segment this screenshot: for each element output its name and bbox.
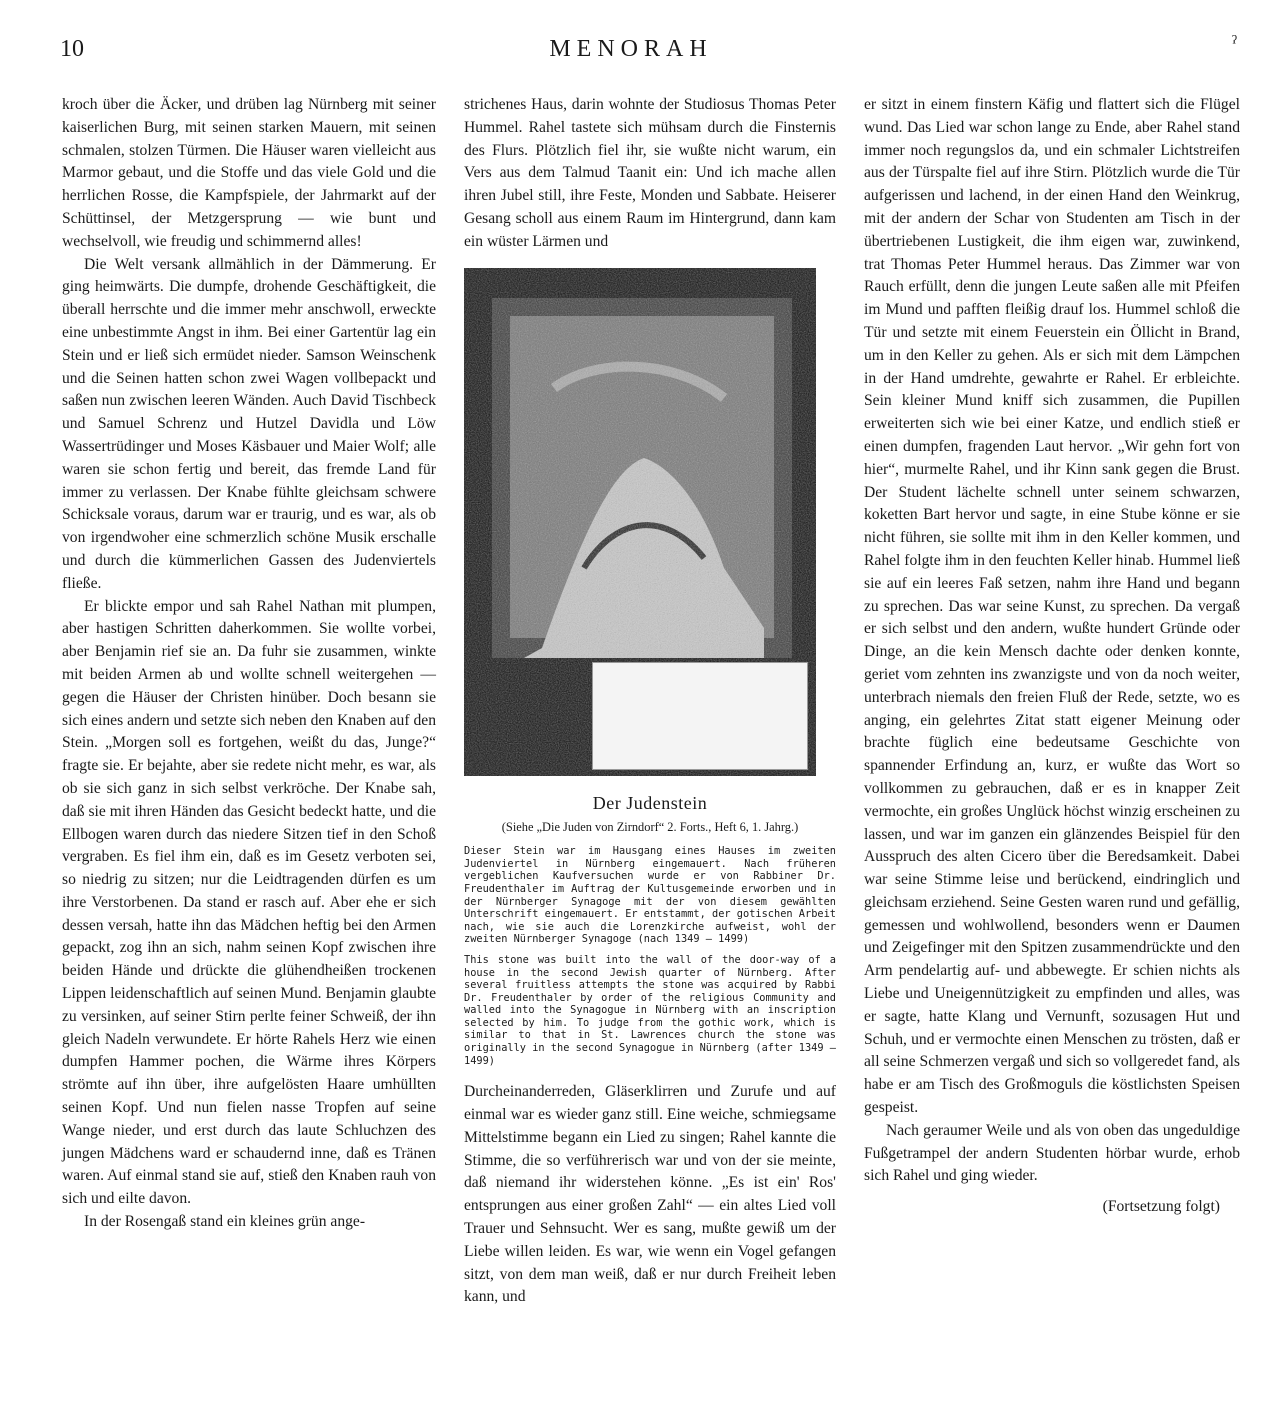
paragraph: er sitzt in einem finstern Käfig und flattert sich die Flügel wund. Das Lied war schon lange zu Ende, aber Rahel stand immer noch regungslos da, und ein schmaler Lichtstreifen aus der Türspalte fiel auf ihre Stirn. Plötzlich wurde die Tür aufgerissen und lachend, in der einen Hand den Weinkrug, mit der andern der Schar von Studenten am Tisch in der übertriebenen Lustigkeit, die ihm eigen war, zuwinkend, trat Thomas Peter Hummel heraus. Das Zimmer war von Rauch erfüllt, denn die jungen Leute saßen alle mit Pfeifen im Mund und pafften fleißig drauf los. Hummel schloß die Tür und setzte mit einem Feuerstein ein Öllicht in Brand, um in den Keller zu gehen. Als er sich mit dem Lämpchen in der Hand umdrehte, gewahrte er Rahel. Er erbleichte. Sein kleiner Mund kniff sich zusammen, die Pupillen erweiterten sich wie bei einer Katze, und endlich stieß er einen dumpfen, fragenden Laut hervor. „Wir gehn fort von hier“, murmelte Rahel, und ihr Kinn sank gegen die Brust. Der Student lächelte schnell unter seinem schwarzen, koketten Bart hervor und sagte, in eine Stube könne er sie nicht führen, sie sollte mit ihm in den Keller kommen, und Rahel folgte ihm in den feuchten Keller hinab. Hummel ließ sie auf ein leeres Faß setzen, nahm ihre Hand und begann zu sprechen. Das war seine Kunst, zu sprechen. Da vergaß er sich selbst und den andern, wußte hundert Gründe oder Dinge, an die kein Mensch dachte oder denken konnte, geriet vom zehnten ins zwanzigste und von da noch weiter, unterbrach niemals den freien Fluß der Rede, setzte, wo es anging, ein gelehrtes Zitat statt eigener Meinung oder brachte füglich eine bedeutsame Geschichte von spannender Erfindung an, kurz, er wußte das Wort so vollkommen zu gebrauchen, daß er es in knapper Zeit vermochte, ein großes Unglück höchst winzig erscheinen zu lassen, und war im ganzen ein glänzendes Beispiel für den Ausspruch des alten Cicero über die Beredsamkeit. Dabei war seine Stimme leise und berückend, eindringlich und gleichsam erziehend. Seine Gesten waren rund und gefällig, gemessen und wohlwollend, besonders wenn er Daumen und Zeigefinger mit den Spitzen zusammendrückte und den Arm pendelartig auf- und abbewegte. Er schien nichts als Liebe und Uneigennützigkeit zu empfinden und alles, was er sagte, hatte Klang und Vernunft, sozusagen Hut und Schuh, und er vermochte einen Menschen zu trösten, daß er all seine Schmerzen vergaß und sich so vollgeredet fand, als habe er am Tisch des Großmoguls die köstlichsten Speisen gespeist.: [864, 96, 1240, 1117]
text-column-2: [464, 94, 836, 1309]
journal-title: MENORAH: [549, 36, 713, 62]
paragraph: Er blickte empor und sah Rahel Nathan mit plumpen, aber hastigen Schritten daherkommen. Sie wollte vorbei, aber Benjamin rief sie an. Da fuhr sie zusammen, winkte mit beiden Armen ab und wollte schnell weitergehen — gegen die Häuser der Christen hinüber. Doch besann sie sich eines andern und setzte sich neben den Knaben auf den Stein. „Morgen soll es fortgehen, weißt du das, Junge?“ fragte sie. Er bejahte, aber sie redete nicht mehr, es war, als ob sie sich ganz in sich selbst verkröche. Der Knabe sah, daß sie mit ihren Händen das Gesicht bedeckt hatte, und die Ellbogen waren durch das niedere Sitzen tief in den Schoß vergraben. Es fiel ihm ein, daß es im Gesetz verboten sei, so niedrig zu sitzen; nur die Leidtragenden dürfen es um ihre Verstorbenen. Da stand er rasch auf. Aber ehe er sich dessen versah, hatte ihn das Mädchen heftig bei den Armen gepackt, zog ihn an sich, nahm seinen Kopf zwischen ihre beiden Hände und drückte die glühendheißen trockenen Lippen leidenschaftlich auf seinen Mund. Benjamin glaubte zu versinken, auf seiner Stirn perlte feiner Schweiß, der ihn gleich Nadeln verwundete. Er hörte Rahels Herz wie einen dumpfen Hammer pochen, die Wärme ihres Körpers strömte auf ihn über, ihre aufgelösten Haare umhüllten seinen Kopf. Und nun fielen nasse Tropfen auf seine Wange nieder, und erst durch das laute Schluchzen des jungen Mädchens ward er schaudernd inne, daß es Tränen waren. Auf einmal stand sie auf, stieß den Knaben rauh von sich und eilte davon.: [62, 597, 436, 1208]
paragraph: Die Welt versank allmählich in der Dämmerung. Er ging heimwärts. Die dumpfe, drohende Geschäftigkeit, die überall herrschte und die immer mehr anschwoll, erweckte eine unbestimmte Angst in ihm. Bei einer Gartentür lag ein Stein und er ließ sich ermüdet nieder. Samson Weinschenk und die Seinen hatten schon zwei Wagen vollbepackt und saßen nun zwischen leeren Wänden. Auch David Tischbeck und Samuel Schrenz und Hutzel Davidla und Löw Wassertrüdinger und Moses Käsbauer und Maier Wolf; alle waren sie schon fertig und bereit, das fremde Land für immer zu verlassen. Der Knabe fühlte gleichsam schwere Schicksale voraus, darum war er traurig, und es war, als ob von irgendwoher eine schmerzlich schöne Musik erschalle und durch die kümmerlichen Gassen des Judenviertels fließe.: [62, 255, 436, 592]
paragraph: Durcheinanderreden, Gläserklirren und Zurufe und auf einmal war es wieder ganz still. Eine weiche, schmiegsame Mittelstimme begann ein Lied zu singen; Rahel kannte die Stimme, die so verführerisch war und von der sie meinte, daß niemand ihr widerstehen könne. „Es ist ein' Ros' entsprungen aus einer großen Zahl“ — ein altes Lied voll Trauer und Sehnsucht. Wer es sang, mußte gewiß um der Liebe willen leiden. Es war, wie wenn ein Vogel gefangen sitzt, von dem man weiß, daß er nur durch Freiheit leben kann, und: [464, 1083, 836, 1306]
corner-mark: ˀ: [1232, 32, 1237, 54]
page-header: [0, 30, 1262, 70]
paragraph: In der Rosengaß stand ein kleines grün ange-: [84, 1213, 366, 1231]
text-column-1: [62, 94, 436, 1234]
figure-caption-english: This stone was built into the wall of the door-way of a house in the second Jewish quarter of Nürnberg. After several fruitless attempts the stone was acquired by Rabbi Dr. Freudenthaler by order of the religious Community and walled into the Synagogue in Nürnberg with an inscription selected by him. To judge from the gothic work, which is similar to that in St. Lawrences church the stone was originally in the second Synagogue in Nürnberg (after 1349 — 1499): [464, 953, 836, 1067]
text-column-3: [864, 94, 1240, 1219]
figure-caption-title: Der Judenstein: [592, 792, 708, 813]
page-number: 10: [60, 36, 84, 62]
paragraph: strichenes Haus, darin wohnte der Studiosus Thomas Peter Hummel. Rahel tastete sich mühsam durch die Finsternis des Flurs. Plötzlich fiel ihr, sie wußte nicht warum, ein Vers aus dem Talmud Taanit ein: Und ich mache allen ihren Jubel still, ihre Feste, Monden und Sabbate. Heiserer Gesang scholl aus einem Raum im Hintergrund, dann kam ein wüster Lärmen und: [464, 96, 836, 250]
continued-note: (Fortsetzung folgt): [1102, 1198, 1220, 1216]
inscription-plate: [592, 662, 808, 770]
figure-caption-german: Dieser Stein war im Hausgang eines Hauses im zweiten Judenviertel in Nürnberg eingemauert. Nach früheren vergeblichen Kaufversuchen wurde er von Rabbiner Dr. Freudenthaler im Auftrag der Kultusgemeinde erworben und in der Nürnberger Synagoge mit der von diesem gewählten Unterschrift eingemauert. Er entstammt, der gotischen Arbeit nach, wie sie auch die Lorenzkirche aufweist, wohl der zweiten Nürnberger Synagoge (nach 1349 — 1499): [464, 845, 836, 946]
judenstein-photo: [464, 268, 816, 776]
figure-caption-reference: (Siehe „Die Juden von Zirndorf“ 2. Forts., Heft 6, 1. Jahrg.): [501, 820, 799, 835]
paragraph: Nach geraumer Weile und als von oben das ungeduldige Fußgetrampel der andern Studenten hörbar wurde, erhob sich Rahel und ging wieder.: [864, 1121, 1240, 1185]
figure-judenstein: [464, 268, 836, 1068]
paragraph: kroch über die Äcker, und drüben lag Nürnberg mit seiner kaiserlichen Burg, mit seinen starken Mauern, mit seinen schmalen, stolzen Türmen. Die Häuser waren vielleicht aus Marmor gebaut, und die Stoffe und das viele Gold und die herrlichen Rosse, die Kampfspiele, der Jahrmarkt auf der Schüttinsel, der Metzgersprung — wie bunt und wechselvoll, wie freudig und schimmernd alles!: [62, 96, 436, 250]
